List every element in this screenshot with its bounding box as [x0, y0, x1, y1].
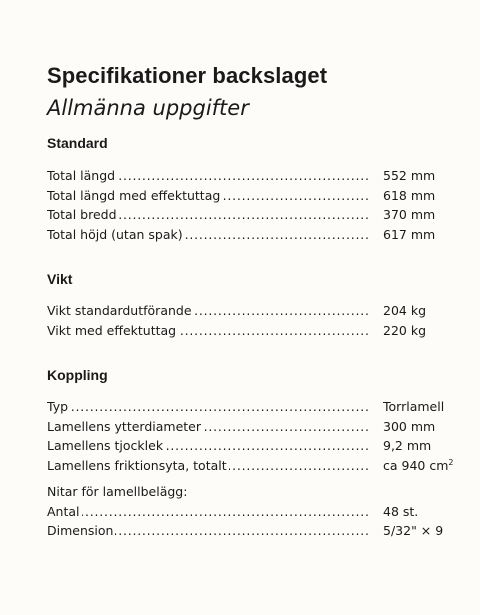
spec-label: Lamellens tjocklek [47, 438, 164, 453]
spec-label: Vikt standardutförande [47, 303, 192, 318]
spec-label: Total bredd [47, 207, 117, 222]
page-subtitle: Allmänna uppgifter [47, 96, 249, 120]
spec-row-type [47, 397, 467, 417]
spec-value-superscript: 2 [448, 457, 454, 467]
spec-row-weight-standard [47, 301, 467, 321]
spec-label: Typ [47, 399, 69, 414]
section-heading-standard: Standard [47, 135, 108, 151]
section-heading-koppling: Koppling [47, 367, 108, 383]
spec-value: 220 kg [383, 322, 427, 338]
spec-value: 618 mm [383, 187, 436, 203]
spec-label: Antal [47, 503, 80, 519]
spec-value: 9,2 mm [383, 438, 432, 453]
spec-row-total-length-pto [47, 186, 467, 206]
spec-value: 370 mm [383, 207, 436, 222]
spec-value: 204 kg [383, 303, 427, 318]
spec-row-friction-area [47, 456, 467, 476]
spec-row-thickness [47, 436, 467, 456]
spec-label: Dimension [47, 523, 114, 538]
spec-value: 617 mm [383, 226, 436, 242]
spec-value-text: ca 940 cm [383, 457, 449, 473]
spec-value: 300 mm [383, 418, 436, 434]
spec-label: Lamellens ytterdiameter [47, 418, 202, 434]
section-heading-vikt: Vikt [47, 271, 73, 287]
section-koppling [47, 366, 467, 541]
spec-label: Lamellens friktionsyta, totalt [47, 457, 227, 473]
section-standard [47, 134, 467, 244]
spec-value: 48 st. [383, 503, 419, 519]
page-title: Specifikationer backslaget [47, 63, 328, 88]
spec-row-outer-diameter [47, 417, 467, 437]
spec-value [383, 456, 453, 476]
spec-row-total-height [47, 225, 467, 245]
nitar-heading: Nitar för lamellbelägg: [47, 484, 188, 499]
spec-row-total-length [47, 166, 467, 186]
spec-label: Vikt med effektuttag [47, 322, 177, 338]
spec-label: Total höjd (utan spak) [47, 226, 183, 242]
spec-label: Total längd med effektuttag [47, 187, 221, 203]
spec-row-total-width [47, 205, 467, 225]
spec-value: 552 mm [383, 168, 436, 183]
spec-page [47, 62, 467, 541]
section-vikt [47, 270, 467, 340]
spec-value: 5/32" × 9 [383, 523, 444, 538]
spec-label: Total längd [47, 168, 116, 183]
spec-row-rivet-count [47, 502, 467, 522]
spec-row-weight-pto [47, 321, 467, 341]
spec-row-rivet-dimension [47, 521, 467, 541]
spec-value: Torrlamell [383, 399, 445, 414]
